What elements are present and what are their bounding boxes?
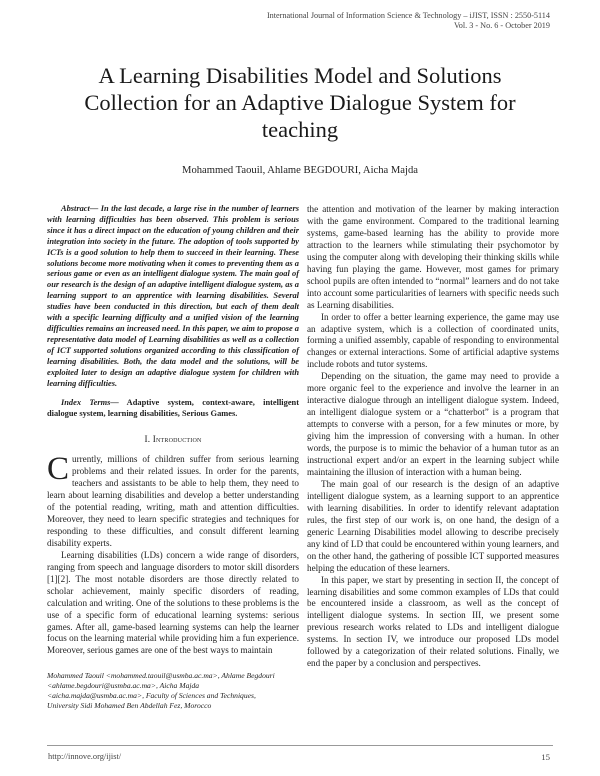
paper-title: A Learning Disabilities Model and Solutions Collection for an Adaptive Dialogue System for teaching [84, 63, 516, 142]
intro-paragraph-1-text: urrently, millions of children suffer from serious learning problems and their related issues. In order for the parents, teachers and assistants to be able to help them, they need to learn about learning disabilities and develop a better understanding of the potential reading, writing, math and attention difficulties. Moreover, they need to learn specific strategies and techniques for responding to these difficulties, and consult different learning disability experts. [47, 454, 299, 548]
body-paragraph: In order to offer a better learning experience, the game may use an adaptive system, which is a collection of coordinated units, forming a unified assembly, capable of responding to environmental changes or external interactions. Some of artificial adaptive systems include robots and tutor systems. [307, 311, 559, 370]
body-paragraph: In this paper, we start by presenting in section II, the concept of learning disabilities and some common examples of LDs that could be encountered inside a classroom, as well as the concept of intelligent dialogue systems. In section III, we present some previous research works related to LDs and intelligent dialogue systems. In section IV, we introduce our proposed LDs model followed by a categorization of their related solutions. Finally, we end the paper by a conclusion and perspectives. [307, 574, 559, 669]
body-paragraph: Depending on the situation, the game may need to provide a more organic feel to the experience and involve the learner in an interactive dialogue through an intelligent dialogue system. Indeed, an intelligent dialogue system or a “chatterbot” is a program that attempts to converse with a person, for a few minutes or more, by giving him the impression of conversing with a human. In other words, the purpose is to mimic the behavior of a human tutor as an instructional expert and/or an expert in the learning subject while maintaining the illusion of interaction with a human being. [307, 371, 559, 477]
body-paragraph: The main goal of our research is the design of an adaptive intelligent dialogue system, as a learning support to an apprentice with learning disabilities. In order to identify relevant adaptation rules, the first step of our work is, on one hand, the design of a generic Learning Disabilities model allowing to describe precisely any kind of LD that could be encountered within young learners, and on the other hand, the gathering of possible ICT supported measures helping the education of these learners. [307, 478, 559, 573]
footnote-line: Mohammed Taouil <mohammed.taouil@usmba.ac.ma>, Ahlame Begdouri [47, 671, 275, 681]
journal-volume: Vol. 3 - No. 6 - October 2019 [453, 21, 550, 30]
journal-name: International Journal of Information Science & Technology – iJIST, ISSN : 2550-5114 [266, 11, 550, 20]
footnote-line: <ahlame.begdouri@usmba.ac.ma>, Aicha Majda [47, 681, 200, 691]
body-paragraph: the attention and motivation of the learner by making interaction with the game environment. Compared to the traditional learning systems, game-based learning has the ability to provide more attraction to the learners while stimulating their psychomotor by using the computer along with developing their thinking skills while having fun playing the game. However, most games for primary school pupils are often intended to “normal” learners and do not take into account some particularities of learners with specific needs such as Learning disabilities. [307, 204, 559, 310]
journal-header [267, 11, 550, 31]
footnote-line: <aicha.majda@usmba.ac.ma>, Faculty of Sciences and Techniques, [47, 691, 256, 701]
right-column [307, 204, 559, 670]
left-column [47, 204, 299, 711]
index-terms [47, 398, 299, 420]
journal-url[interactable]: http://innove.org/ijist/ [48, 752, 122, 761]
section-title: Introduction [152, 434, 202, 445]
index-terms-text: Adaptive system, context-aware, intelligent dialogue system, learning disabilities, Serious Games. [47, 398, 299, 419]
drop-cap: C [47, 451, 70, 488]
index-terms-label: Index Terms— [61, 398, 119, 408]
section-heading [47, 434, 299, 446]
footnote-line: University Sidi Mohamed Ben Abdellah Fez, Morocco [47, 701, 212, 711]
footer-divider [47, 745, 553, 746]
section-number: I. [144, 434, 151, 445]
abstract: Abstract— In the last decade, a large rise in the number of learners with learning difficulties has been observed. This problem is serious since it has a direct impact on the education of young children and their integration into society in the future. The adoption of tools supported by ICTs is a good solution to help them to succeed in their learning. These solutions become more motivating when it comes to preventing them as a serious game or even as an intelligent dialogue system. The main goal of our research is the design of an adaptive intelligent dialogue system, as a learning support to an apprentice with learning disabilities. Several studies have been conducted in this direction, but each of them dealt with a specific learning difficulty and a unified vision of the learning difficulties remains an increased need. In this paper, we aim to propose a representative data model of Learning disabilities as well as a collection of ICT supported solutions organized according to this classification of learning disabilities. Both, the data model and the solutions, will be exploited later to design an adaptive dialogue system for children with learning difficulties. [47, 204, 299, 388]
intro-paragraph-2: Learning disabilities (LDs) concern a wide range of disorders, ranging from speech and language disorders to motor skill disorders [1][2]. The most notable disorders are those directly related to scholar achievement, mainly specific disorders of reading, calculation and writing. One of the solutions to these problems is the use of a specific form of educational learning systems: serious games. After all, game-based learning systems can help the learner focus on the learning material while providing him a fun experience. Moreover, serious games are one of the best ways to maintain [47, 549, 299, 656]
intro-paragraph-1 [47, 451, 299, 550]
page-number: 15 [541, 752, 550, 762]
author-affiliation-footnote [47, 671, 299, 711]
author-list: Mohammed Taouil, Ahlame BEGDOURI, Aicha Majda [182, 165, 418, 176]
